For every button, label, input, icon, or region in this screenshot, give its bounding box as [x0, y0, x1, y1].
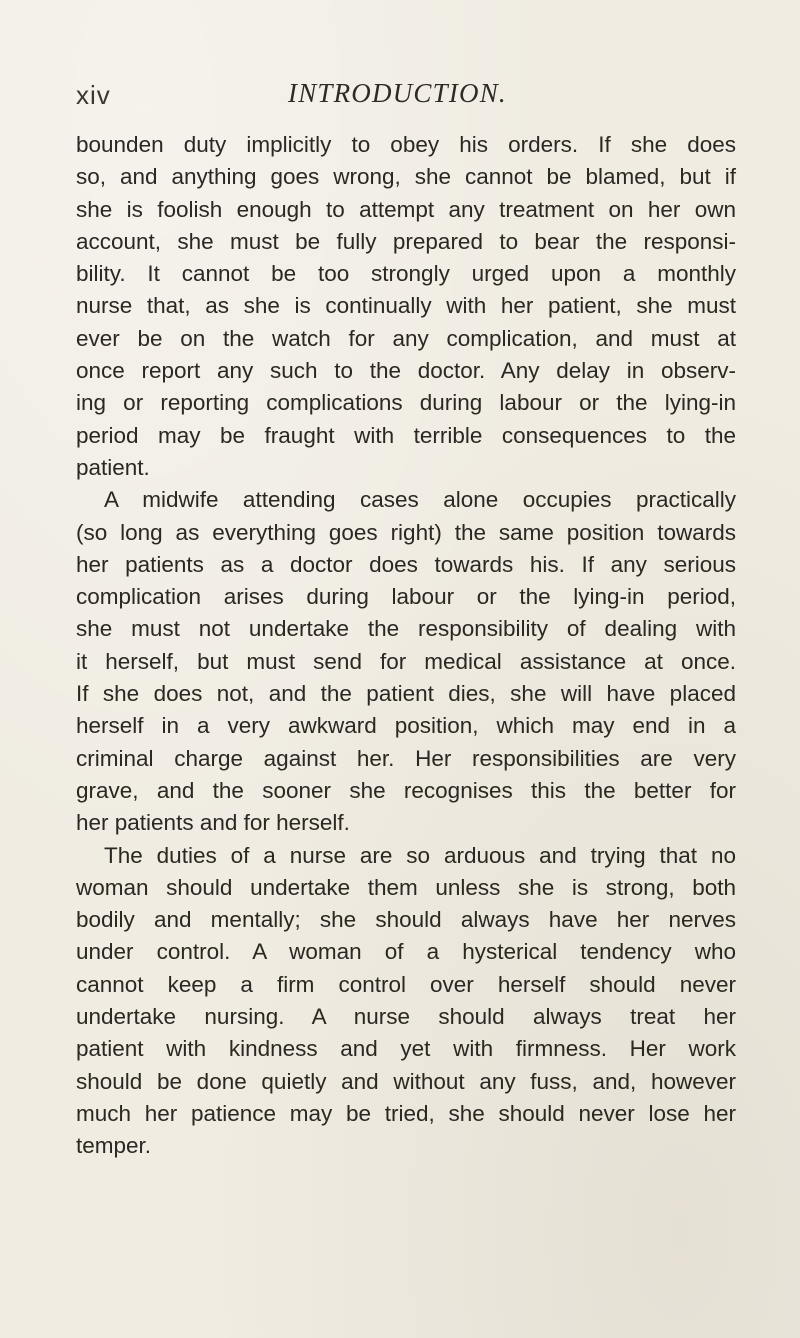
- text-line: (so long as everything goes right) the same position towards: [76, 519, 736, 545]
- page-header: [76, 72, 736, 112]
- text-line: bodily and mentally; she should always have her nerves: [76, 907, 736, 933]
- text-line: under control. A woman of a hysterical tendency who: [76, 939, 736, 965]
- text-line: criminal charge against her. Her responsibilities are very: [76, 745, 736, 771]
- text-line: period may be fraught with terrible consequences to the: [76, 422, 736, 448]
- paragraph-end-line: her patients and for herself.: [76, 810, 350, 836]
- paragraph-start-line: The duties of a nurse are so arduous and trying that no: [104, 842, 736, 868]
- text-line: once report any such to the doctor. Any delay in observ-: [76, 358, 736, 384]
- text-line: much her patience may be tried, she should never lose her: [76, 1100, 736, 1126]
- text-line: undertake nursing. A nurse should always treat her: [76, 1004, 736, 1030]
- text-line: ever be on the watch for any complication, and must at: [76, 325, 736, 351]
- text-line: so, and anything goes wrong, she cannot be blamed, but if: [76, 164, 736, 190]
- text-line: herself in a very awkward position, which may end in a: [76, 713, 736, 739]
- text-line: grave, and the sooner she recognises this the better for: [76, 777, 736, 803]
- text-line: If she does not, and the patient dies, she will have placed: [76, 681, 736, 707]
- text-line: ing or reporting complications during labour or the lying-in: [76, 390, 736, 416]
- paragraph-end-line: patient.: [76, 454, 150, 480]
- text-line: should be done quietly and without any fuss, and, however: [76, 1068, 736, 1094]
- text-line: complication arises during labour or the lying-in period,: [76, 584, 736, 610]
- text-line: patient with kindness and yet with firmness. Her work: [76, 1036, 736, 1062]
- text-line: it herself, but must send for medical assistance at once.: [76, 648, 736, 674]
- text-line: woman should undertake them unless she is strong, both: [76, 874, 736, 900]
- text-line: nurse that, as she is continually with her patient, she must: [76, 293, 736, 319]
- paragraph-end-line: temper.: [76, 1133, 152, 1159]
- text-line: cannot keep a firm control over herself should never: [76, 971, 736, 997]
- text-line: her patients as a doctor does towards his. If any serious: [76, 551, 736, 577]
- running-title: INTRODUCTION.: [288, 78, 507, 108]
- paragraph-start-line: A midwife attending cases alone occupies practically: [104, 487, 736, 513]
- text-line: account, she must be fully prepared to bear the responsi-: [76, 228, 736, 254]
- page-number: xiv: [76, 80, 111, 110]
- text-line: bility. It cannot be too strongly urged upon a monthly: [76, 261, 736, 287]
- body-text: [76, 129, 736, 1163]
- text-line: she is foolish enough to attempt any treatment on her own: [76, 196, 736, 222]
- text-line: bounden duty implicitly to obey his orders. If she does: [76, 132, 736, 157]
- text-line: she must not undertake the responsibility of dealing with: [76, 616, 736, 642]
